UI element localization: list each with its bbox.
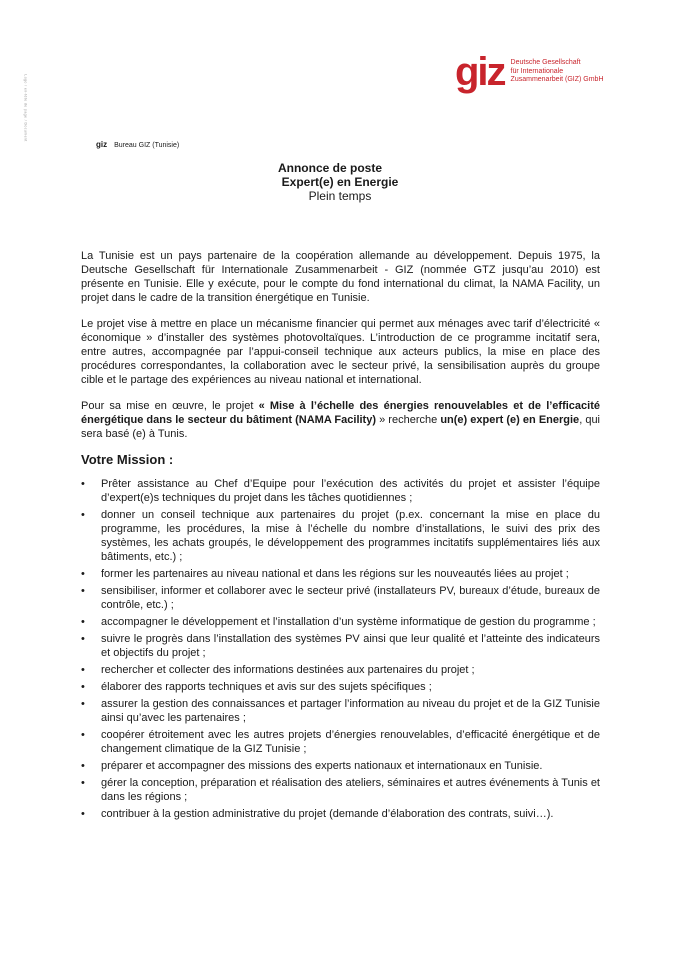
bullet-icon: • <box>81 777 85 789</box>
document-body <box>81 249 600 824</box>
bureau-logo: giz <box>96 140 108 149</box>
mission-item <box>81 615 600 629</box>
side-note <box>22 60 30 156</box>
logo-mark: giz <box>455 50 505 94</box>
mission-item <box>81 477 600 505</box>
para3-part3: , qui sera basé (e) à Tunis. <box>81 414 601 440</box>
mission-item-text: rechercher et collecter des informations destinées aux partenaires du projet ; <box>101 664 475 676</box>
mission-item <box>81 663 600 677</box>
bullet-icon: • <box>81 568 85 580</box>
position-name: un(e) expert (e) en Energie <box>440 414 580 426</box>
mission-item-text: assurer la gestion des connaissances et partager l’information au niveau du projet et de la GIZ Tunisie ainsi qu’avec les partenaires ; <box>101 698 600 724</box>
document-subtitle <box>80 189 600 203</box>
bullet-icon: • <box>81 585 85 597</box>
side-note-text: Logo / en-tête de page / Document <box>24 74 29 142</box>
title-line-2: Expert(e) en Energie <box>281 175 399 189</box>
bullet-icon: • <box>81 509 85 521</box>
mission-item <box>81 584 600 612</box>
logo-text <box>511 59 604 85</box>
mission-item-text: sensibiliser, informer et collaborer avec le secteur privé (installateurs PV, bureaux d’étude, bureaux de contrôle, etc.) ; <box>101 585 600 611</box>
para3-part2: » recherche <box>376 414 441 426</box>
mission-item-text: Prêter assistance au Chef d’Equipe pour l’exécution des activités du projet et assister l’équipe d’expert(e)s techniques du projet dans les tâches quotidiennes ; <box>101 478 600 504</box>
mission-item <box>81 728 600 756</box>
project-name: « Mise à l’échelle des énergies renouvelables et de l’efficacité énergétique dans le secteur du bâtiment (NAMA Facility) <box>81 400 600 426</box>
logo-line: für Internationale <box>510 67 564 75</box>
bureau-line <box>96 140 179 149</box>
bullet-icon: • <box>81 616 85 628</box>
mission-heading: Votre Mission : <box>81 452 174 467</box>
title-line-1: Annonce de poste <box>277 161 382 175</box>
mission-item-text: gérer la conception, préparation et réalisation des ateliers, séminaires et autres événements à Tunis et dans les régions ; <box>101 777 600 803</box>
mission-item-text: suivre le progrès dans l’installation des systèmes PV ainsi que leur qualité et l’atteinte des indicateurs et objectifs du projet ; <box>101 633 600 659</box>
mission-item-text: préparer et accompagner des missions des experts nationaux et internationaux en Tunisie. <box>101 760 543 772</box>
bullet-icon: • <box>81 681 85 693</box>
mission-item <box>81 807 600 821</box>
mission-list <box>81 477 600 821</box>
bullet-icon: • <box>81 633 85 645</box>
giz-logo <box>455 52 604 92</box>
bureau-text: Bureau GIZ (Tunisie) <box>114 142 180 149</box>
title-line-3: Plein temps <box>308 189 372 203</box>
para3-part1: Pour sa mise en œuvre, le projet <box>81 400 259 412</box>
mission-item-text: coopérer étroitement avec les autres projets d’énergies renouvelables, d’efficacité énergétique et de changement climatique de la GIZ Tunisie ; <box>101 729 600 755</box>
mission-item-text: accompagner le développement et l’installation d’un système informatique de gestion du programme ; <box>101 616 596 628</box>
mission-item-text: élaborer des rapports techniques et avis sur des sujets spécifiques ; <box>101 681 432 693</box>
paragraph-intro: La Tunisie est un pays partenaire de la coopération allemande au développement. Depuis 1975, la Deutsche Gesellschaft für Internationale Zusammenarbeit - GIZ (nommée GTZ jusqu’au 2010) est présente en Tunisie. Elle y exécute, pour le compte du fond international du climat, la NAMA Facility, un projet dans le cadre de la transition énergétique en Tunisie. <box>81 250 600 304</box>
paragraph-project: Le projet vise à mettre en place un mécanisme financier qui permet aux ménages avec tarif d’électricité « économique » d’installer des systèmes photovoltaïques. L’introduction de ce programme incitatif sera, entre autres, accompagnée par l’appui-conseil technique aux acteurs publics, la mise en place des procédures correspondantes, la collaboration avec le secteur privé, la sensibilisation auprès du groupe cible et le partage des expériences au niveau national et international. <box>81 318 600 386</box>
mission-item <box>81 680 600 694</box>
bullet-icon: • <box>81 698 85 710</box>
mission-item <box>81 776 600 804</box>
mission-item <box>81 697 600 725</box>
mission-item-text: contribuer à la gestion administrative du projet (demande d’élaboration des contrats, suivi…). <box>101 808 554 820</box>
bullet-icon: • <box>81 664 85 676</box>
mission-item <box>81 508 600 564</box>
bullet-icon: • <box>81 729 85 741</box>
document-title <box>80 161 600 189</box>
logo-line: Zusammenarbeit (GIZ) GmbH <box>510 76 604 84</box>
mission-item-text: donner un conseil technique aux partenaires du projet (p.ex. concernant la mise en place du programme, les procédures, la mise à l’échelle du nombre d’installations, le suivi des prix des systèmes, les achats groupés, le développement des programmes incitatifs supplémentaires liés aux bâtiments, etc.) ; <box>101 509 600 563</box>
bullet-icon: • <box>81 478 85 490</box>
mission-item <box>81 632 600 660</box>
bullet-icon: • <box>81 760 85 772</box>
mission-item <box>81 759 600 773</box>
logo-line: Deutsche Gesellschaft <box>510 59 581 67</box>
paragraph-position <box>81 399 600 441</box>
bullet-icon: • <box>81 808 85 820</box>
mission-item-text: former les partenaires au niveau national et dans les régions sur les nouveautés liées au projet ; <box>101 568 569 580</box>
mission-item <box>81 567 600 581</box>
